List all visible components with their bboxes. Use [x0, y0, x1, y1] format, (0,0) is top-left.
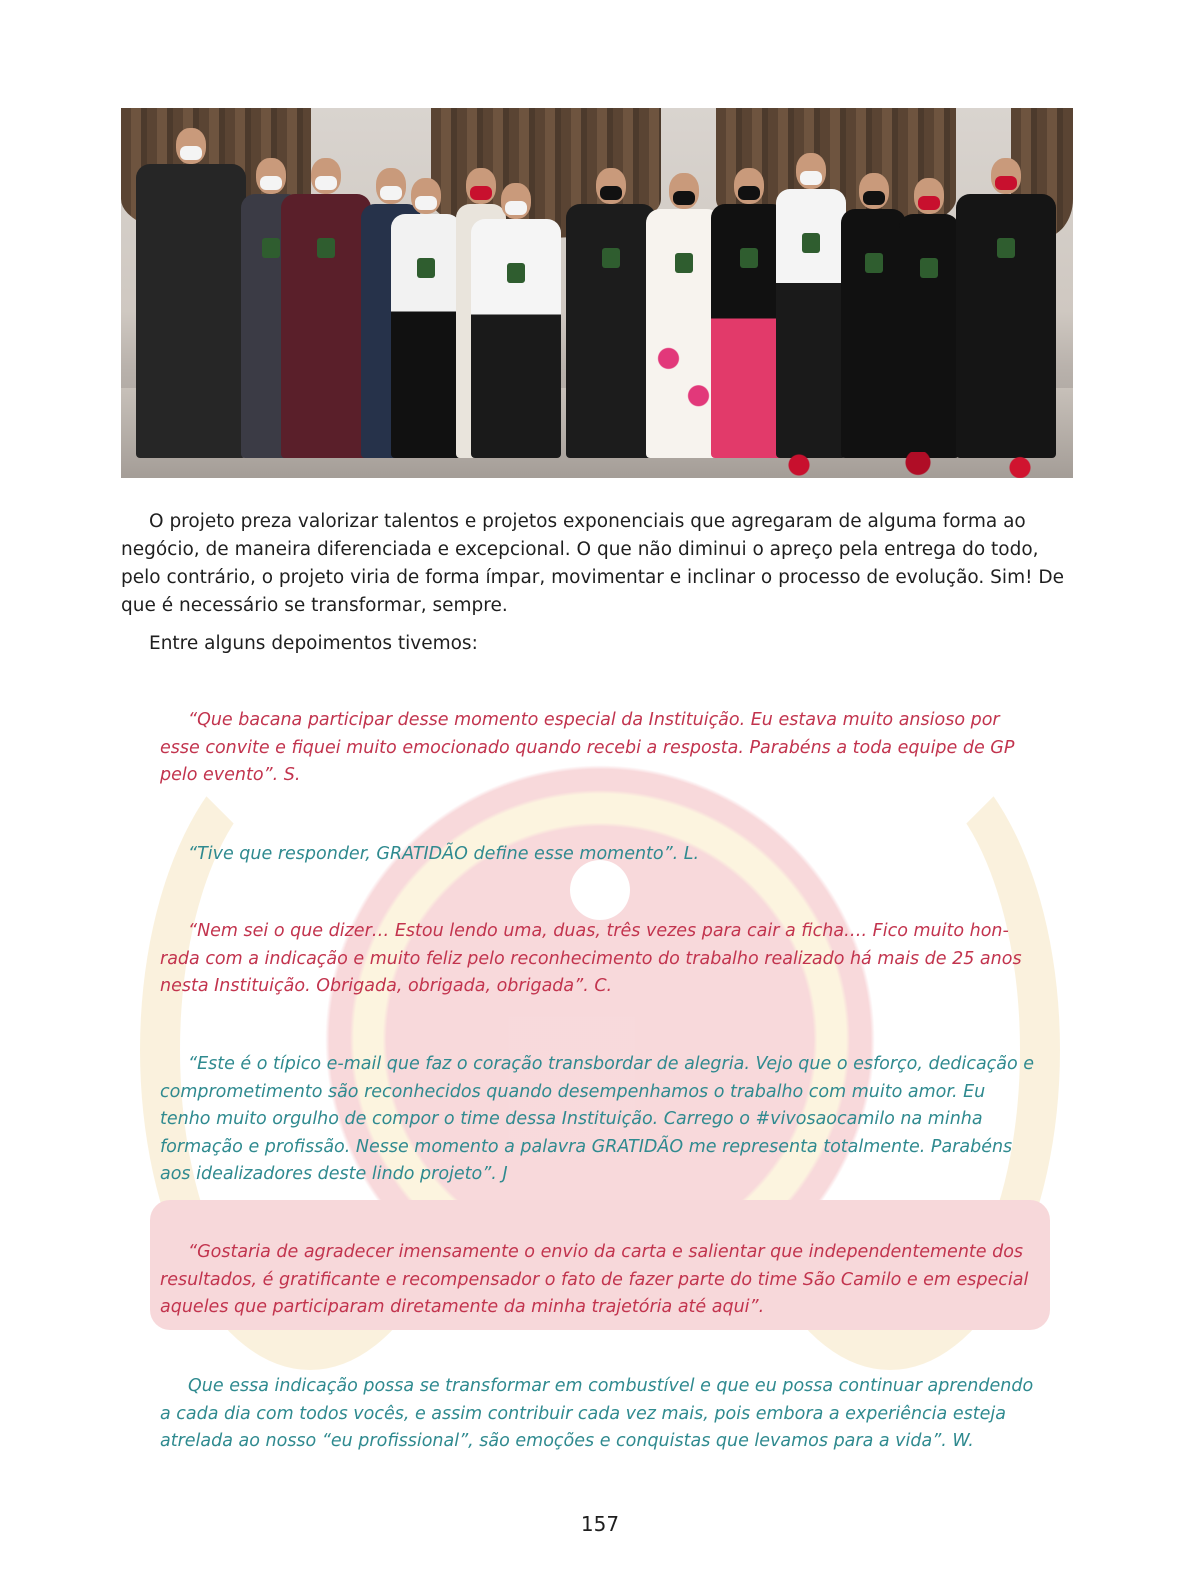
person	[841, 173, 906, 458]
person	[646, 173, 721, 458]
person	[899, 178, 959, 458]
person	[776, 153, 846, 458]
testimonials-intro: Entre alguns depoimentos tivemos:	[149, 633, 478, 654]
testimonial-quote: “Que bacana participar desse momento especial da Instituição. Eu estava muito ansioso por esse convite e fiquei muito emocionado quando recebi a resposta. Parabéns a toda equipe de GP pelo evento”. S.	[160, 710, 1015, 785]
poinsettia-flowers	[731, 452, 1071, 478]
testimonial-quote: “Este é o típico e-mail que faz o coração transbordar de alegria. Vejo que o esforço, dedicação e comprometimento são reconhecidos quando desempenhamos o trabalho com muito amor. Eu tenho muito orgulho de compor o time dessa Instituição. Carrego o #vivosaocamilo na minha formação e profissão. Nesse momento a palavra GRATIDÃO me representa totalmente. Parabéns aos idealizadores deste lindo projeto”. J	[160, 1054, 1035, 1184]
person	[711, 168, 786, 458]
testimonial-quote: Que essa indicação possa se transformar em combustível e que eu possa continuar aprendendo a cada dia com todos vocês, e assim contribuir cada vez mais, pois embora a experiência esteja atrelada ao nosso “eu profissional”, são emoções e conquistas que levamos para a vida”. W.	[160, 1376, 1034, 1451]
testimonial-quote: “Tive que responder, GRATIDÃO define esse momento”. L.	[188, 844, 700, 864]
award-group-photo	[121, 108, 1073, 478]
person	[281, 158, 371, 458]
person	[136, 128, 246, 458]
body-paragraph: O projeto preza valorizar talentos e projetos exponenciais que agregaram de alguma forma ao negócio, de maneira diferenciada e excepcional. O que não diminui o apreço pela entrega do todo, pelo contrário, o projeto viria de forma ímpar, movimentar e inclinar o processo de evolução. Sim! De que é necessário se transformar, sempre.	[121, 511, 1065, 616]
testimonial-quote: “Gostaria de agradecer imensamente o envio da carta e salientar que independentemente dos resultados, é gratificante e recompensador o fato de fazer parte do time São Camilo e em especial aqueles que participaram diretamente da minha trajetória até aqui”.	[160, 1242, 1029, 1317]
person	[566, 168, 656, 458]
person	[471, 183, 561, 458]
page-number: 157	[580, 1512, 620, 1536]
person	[391, 178, 461, 458]
person	[956, 158, 1056, 458]
testimonial-quote: “Nem sei o que dizer… Estou lendo uma, duas, três vezes para cair a ficha…. Fico muito hon-rada com a indicação e muito feliz pelo reconhecimento do trabalho realizado há mais de 25 anos nesta Instituição. Obrigada, obrigada, obrigada”. C.	[160, 921, 1022, 996]
